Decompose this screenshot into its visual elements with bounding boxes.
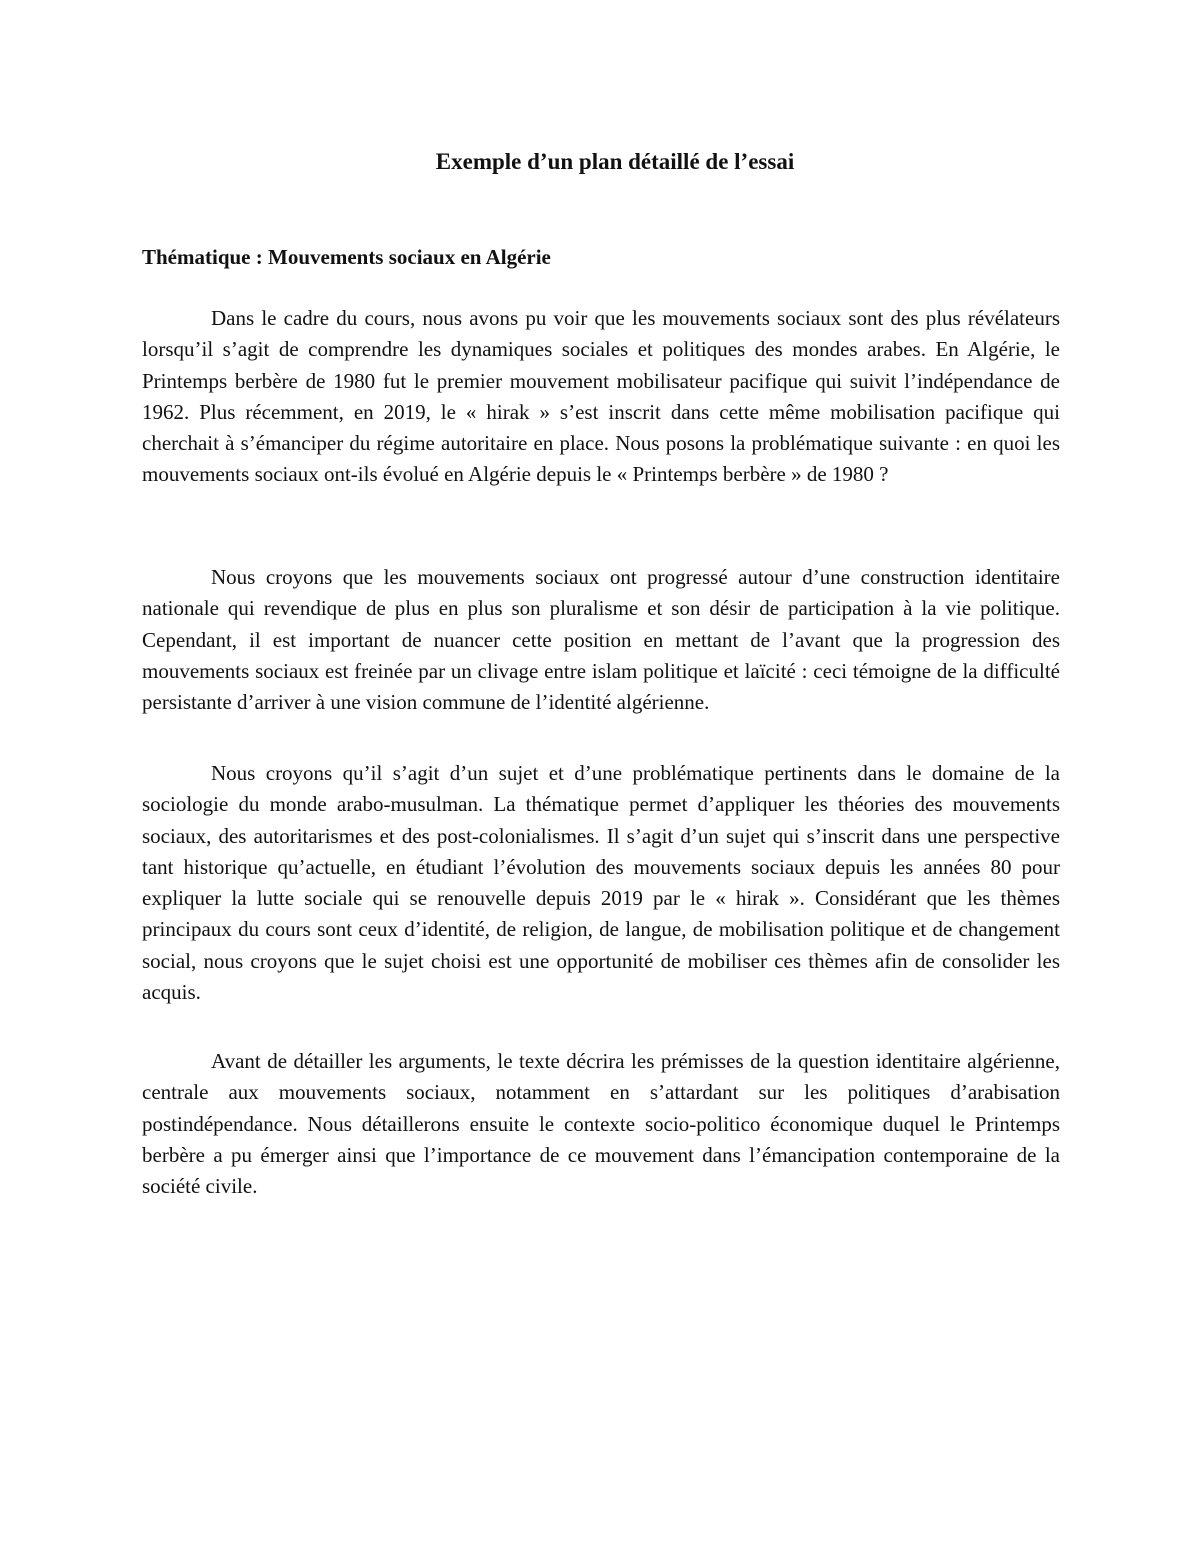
theme-heading: Thématique : Mouvements sociaux en Algérie	[142, 245, 551, 269]
paragraph-introduction: Dans le cadre du cours, nous avons pu voir que les mouvements sociaux sont des plus révélateurs lorsqu’il s’agit de comprendre les dynamiques sociales et politiques des mondes arabes. En Algérie, le Printemps berbère de 1980 fut le premier mouvement mobilisateur pacifique qui suivit l’indépendance de 1962. Plus récemment, en 2019, le « hirak » s’est inscrit dans cette même mobilisation pacifique qui cherchait à s’émanciper du régime autoritaire en place. Nous posons la problématique suivante : en quoi les mouvements sociaux ont-ils évolué en Algérie depuis le « Printemps berbère » de 1980 ?	[142, 306, 1060, 487]
paragraph-outline: Avant de détailler les arguments, le texte décrira les prémisses de la question identitaire algérienne, centrale aux mouvements sociaux, notamment en s’attardant sur les politiques d’arabisation postindépendance. Nous détaillerons ensuite le contexte socio-politico économique duquel le Printemps berbère a pu émerger ainsi que l’importance de ce mouvement dans l’émancipation contemporaine de la société civile.	[142, 1049, 1060, 1199]
document-title: Exemple d’un plan détaillé de l’essai	[435, 149, 795, 174]
paragraph-thesis: Nous croyons que les mouvements sociaux ont progressé autour d’une construction identitaire nationale qui revendique de plus en plus son pluralisme et son désir de participation à la vie politique. Cependant, il est important de nuancer cette position en mettant de l’avant que la progression des mouvements sociaux est freinée par un clivage entre islam politique et laïcité : ceci témoigne de la difficulté persistante d’arriver à une vision commune de l’identité algérienne.	[142, 565, 1060, 715]
paragraph-relevance: Nous croyons qu’il s’agit d’un sujet et d’une problématique pertinents dans le domaine de la sociologie du monde arabo-musulman. La thématique permet d’appliquer les théories des mouvements sociaux, des autoritarismes et des post-colonialismes. Il s’agit d’un sujet qui s’inscrit dans une perspective tant historique qu’actuelle, en étudiant l’évolution des mouvements sociaux depuis les années 80 pour expliquer la lutte sociale qui se renouvelle depuis 2019 par le « hirak ». Considérant que les thèmes principaux du cours sont ceux d’identité, de religion, de langue, de mobilisation politique et de changement social, nous croyons que le sujet choisi est une opportunité de mobiliser ces thèmes afin de consolider les acquis.	[142, 761, 1060, 1005]
